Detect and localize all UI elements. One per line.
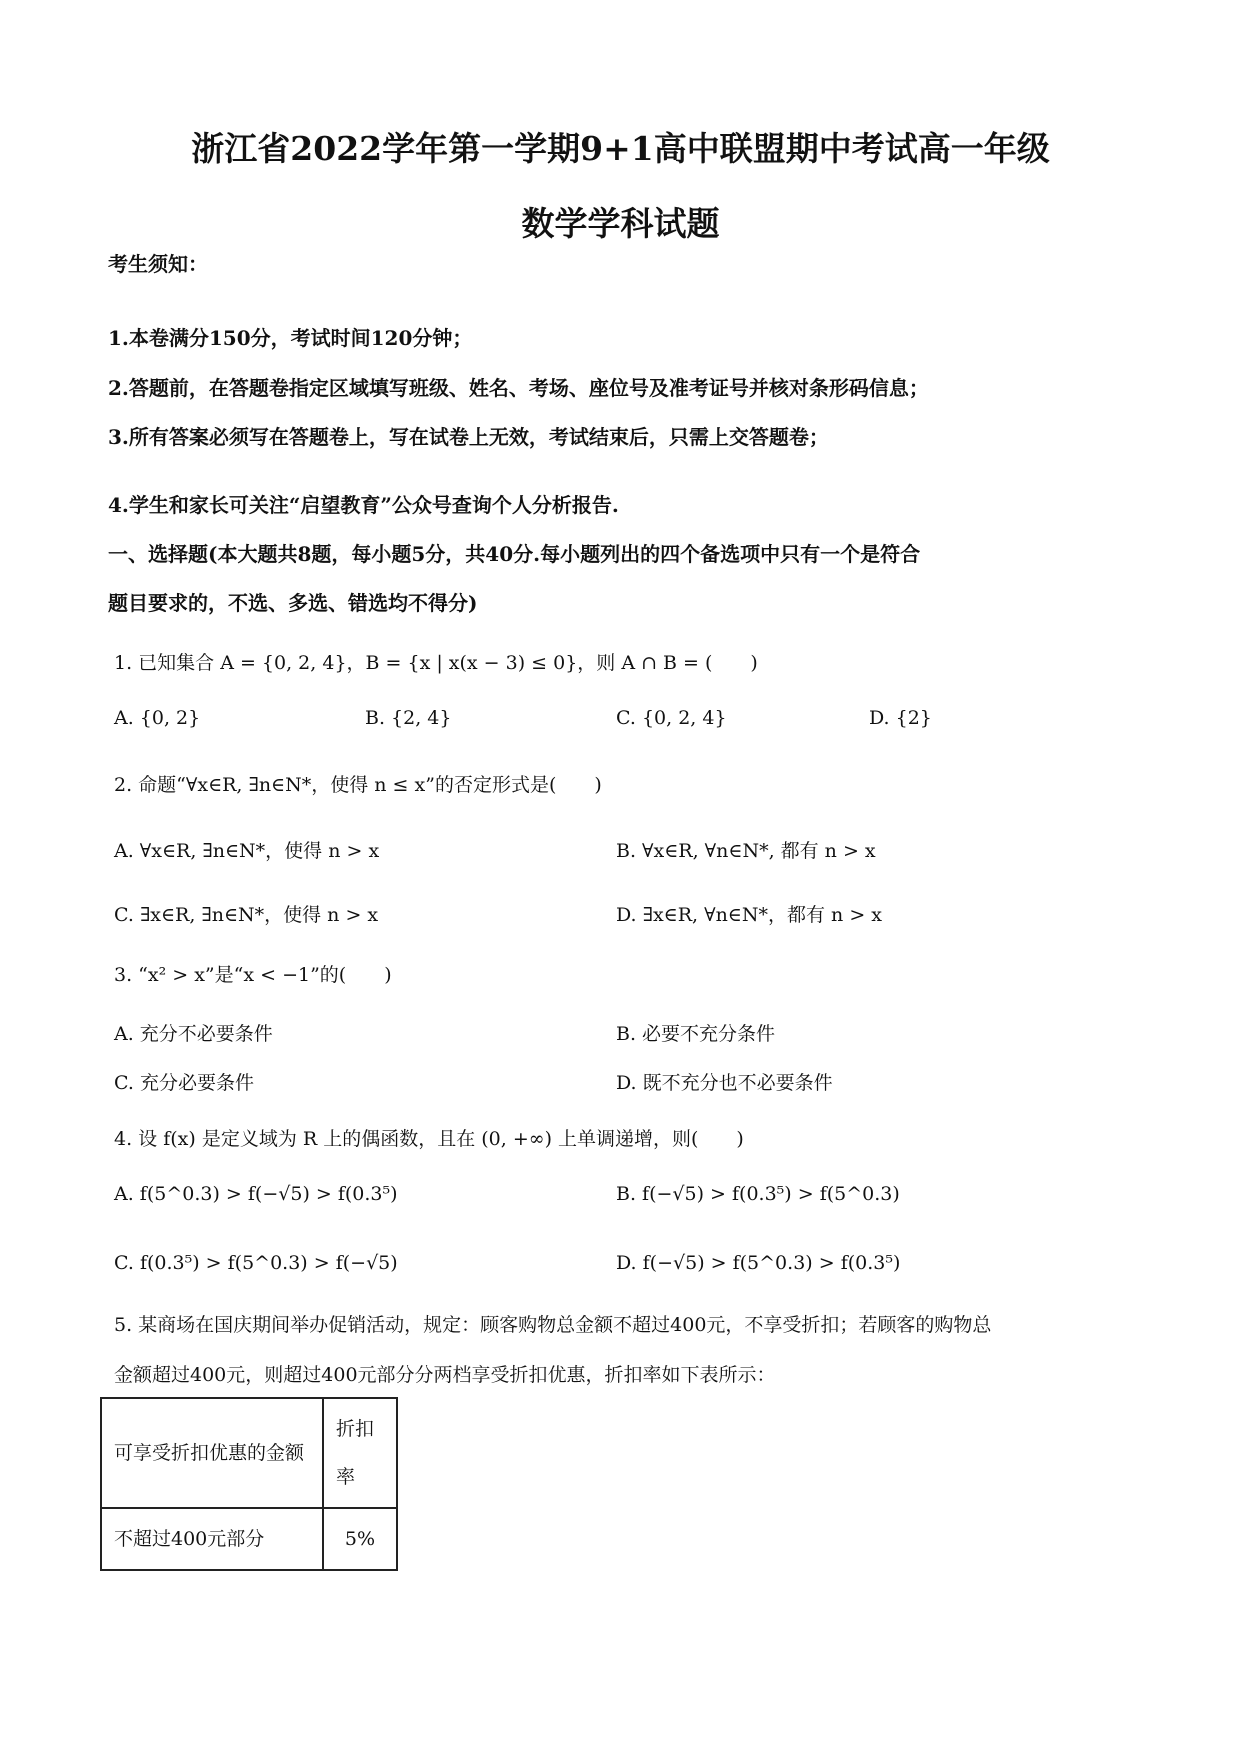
page-title: 浙江省2022学年第一学期9+1高中联盟期中考试高一年级 [191,129,1050,168]
option-c: C. 充分必要条件 [114,1072,254,1094]
question-stem: 5. 某商场在国庆期间举办促销活动，规定：顾客购物总金额不超过400元，不享受折扣；若顾客的购物总 [114,1314,992,1336]
notice-item: 2.答题前，在答题卷指定区域填写班级、姓名、考场、座位号及准考证号并核对条形码信息； [108,376,929,400]
option-a: A. f(5^0.3) > f(−√5) > f(0.3⁵) [114,1183,398,1205]
discount-table [100,1397,398,1571]
table-cell: 不超过400元部分 [101,1508,323,1570]
option-b: B. ∀x∈R, ∀n∈N*, 都有 n > x [616,840,876,862]
option-a: A. {0, 2} [114,707,201,729]
option-b: B. {2, 4} [365,707,452,729]
question-stem: 2. 命题“∀x∈R, ∃n∈N*，使得 n ≤ x”的否定形式是( ) [114,774,602,796]
table-header-row [101,1398,397,1508]
option-c: C. ∃x∈R, ∃n∈N*，使得 n > x [114,904,379,926]
option-a: A. 充分不必要条件 [114,1023,273,1045]
table-row [101,1508,397,1570]
option-d: D. 既不充分也不必要条件 [616,1072,833,1094]
option-a: A. ∀x∈R, ∃n∈N*，使得 n > x [114,840,380,862]
notice-item: 4.学生和家长可关注“启望教育”公众号查询个人分析报告. [108,493,619,517]
option-b: B. 必要不充分条件 [616,1023,776,1045]
notice-item: 1.本卷满分150分，考试时间120分钟； [108,326,473,350]
question-stem: 4. 设 f(x) 是定义域为 R 上的偶函数，且在 (0, +∞) 上单调递增，则( ) [114,1128,744,1150]
question-stem: 1. 已知集合 A = {0, 2, 4}，B = {x | x(x − 3) ≤ 0}，则 A ∩ B = ( ) [114,652,758,674]
question-stem: 3. “x² > x”是“x < −1”的( ) [114,964,392,986]
table-cell: 5% [323,1508,397,1570]
option-d: D. f(−√5) > f(5^0.3) > f(0.3⁵) [616,1252,901,1274]
section-heading-cont: 题目要求的，不选、多选、错选均不得分) [108,591,478,615]
option-d: D. {2} [869,707,932,729]
option-d: D. ∃x∈R, ∀n∈N*，都有 n > x [616,904,882,926]
page-subtitle: 数学学科试题 [521,204,720,243]
question-stem-cont: 金额超过400元，则超过400元部分分两档享受折扣优惠，折扣率如下表所示： [114,1364,776,1386]
option-b: B. f(−√5) > f(0.3⁵) > f(5^0.3) [616,1183,900,1205]
section-heading: 一、选择题(本大题共8题，每小题5分，共40分.每小题列出的四个备选项中只有一个是符合 [108,542,921,566]
table-header-cell: 折扣率 [323,1398,397,1508]
option-c: C. {0, 2, 4} [616,707,727,729]
option-c: C. f(0.3⁵) > f(5^0.3) > f(−√5) [114,1252,398,1274]
table-header-cell: 可享受折扣优惠的金额 [101,1398,323,1508]
notice-item: 3.所有答案必须写在答题卷上，写在试卷上无效，考试结束后，只需上交答题卷； [108,425,829,449]
notice-heading: 考生须知： [108,252,208,276]
